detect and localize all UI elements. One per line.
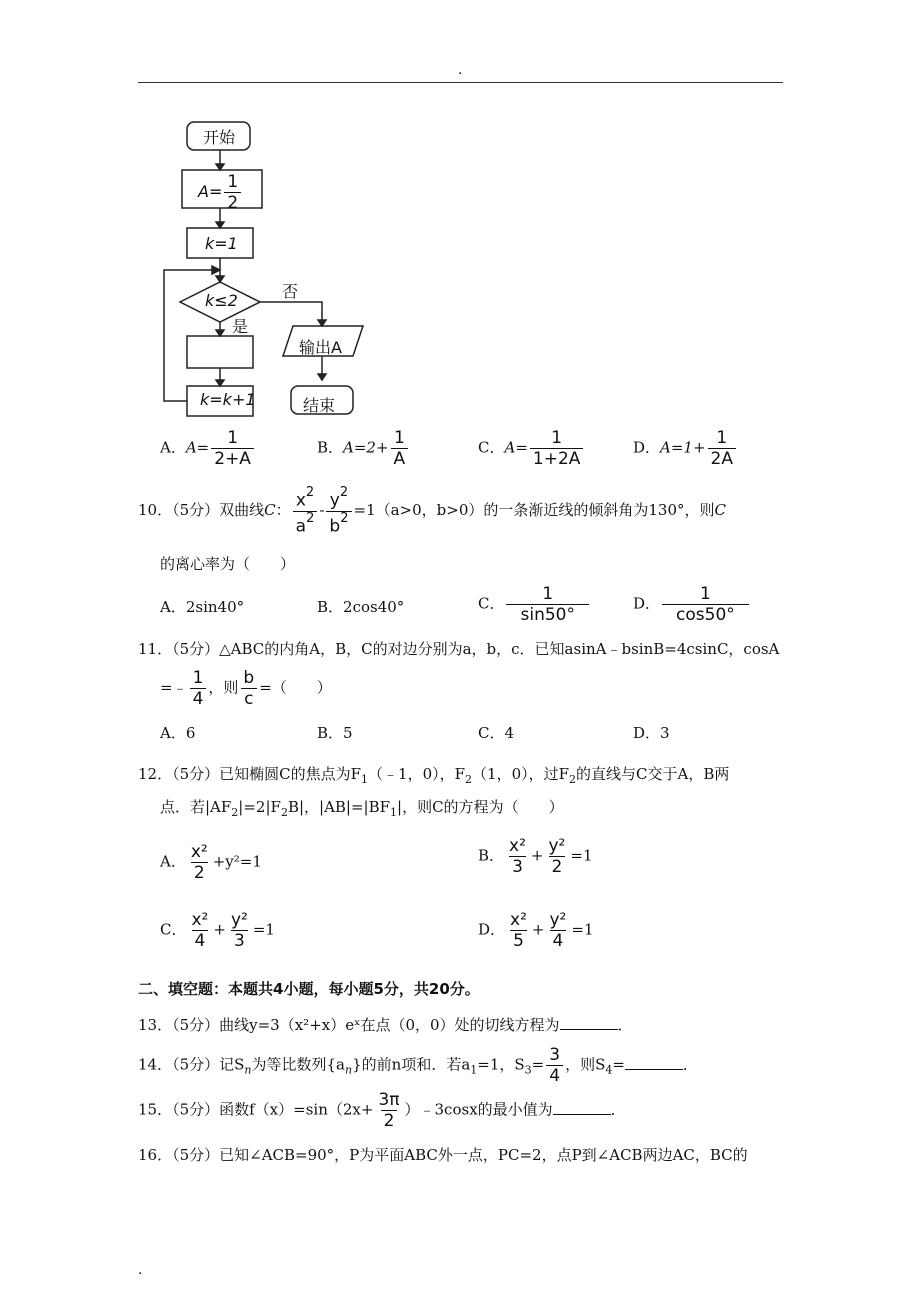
- flow-condition-label: k≤2: [205, 291, 238, 310]
- frac-den: 2: [191, 862, 208, 883]
- q10-y: y: [329, 490, 340, 511]
- plus: +: [531, 920, 545, 939]
- q10-minus: -: [319, 501, 325, 520]
- plus: +: [213, 920, 226, 939]
- q14-mid3: =1，S: [477, 1055, 525, 1074]
- frac-den: 2+A: [211, 448, 254, 469]
- frac-den: 4: [190, 688, 207, 709]
- q14-sub: 4: [605, 1063, 613, 1077]
- q14-end: ．: [682, 1055, 698, 1074]
- flow-init-label: k=1: [205, 234, 238, 253]
- option-lhs: A=2+: [343, 438, 389, 457]
- q11-mid: ，则: [208, 678, 239, 697]
- option-prefix: C．: [478, 438, 505, 457]
- q10-option-b: B．2cos40°: [317, 598, 405, 616]
- option-prefix: D．: [633, 594, 661, 613]
- q15-pre: 15．（5分）函数f（x）=sin（2x+: [138, 1100, 374, 1119]
- frac-num: 1: [699, 584, 711, 604]
- option-tail: =1: [252, 920, 275, 939]
- q10-line2: 的离心率为（ ）: [160, 555, 296, 573]
- frac-num: 1: [192, 668, 204, 688]
- q12-option-a: [160, 842, 262, 883]
- q12-b: （﹣1，0），F: [368, 765, 466, 783]
- option-prefix: B．: [317, 438, 344, 457]
- q9-option-d: [633, 428, 738, 469]
- frac-den: cos50°: [662, 604, 749, 625]
- q14-sub: 3: [524, 1063, 532, 1077]
- frac-num: y²: [548, 836, 566, 856]
- q15-post: ）﹣3cosx的最小值为: [404, 1100, 553, 1119]
- flow-output-label: 输出A: [299, 338, 342, 357]
- q10-option-d: [633, 584, 751, 625]
- option-lhs: A=1+: [660, 438, 706, 457]
- flow-assign-var: A: [198, 182, 209, 201]
- answer-blank[interactable]: [560, 1015, 618, 1030]
- q14-post: =: [612, 1055, 625, 1074]
- q12-c: （1，0），过F: [472, 765, 570, 783]
- option-prefix: D．: [478, 920, 506, 939]
- q10-a: a: [295, 516, 307, 537]
- q12-d: |，则C的方程为（ ）: [397, 798, 564, 816]
- frac-num: 3π: [378, 1090, 400, 1110]
- frac-den: 4: [550, 930, 567, 951]
- q12-b: |=2|F: [238, 798, 281, 816]
- q9-option-a: [160, 428, 256, 469]
- frac-num: y²: [230, 910, 248, 930]
- q14-sub: n: [345, 1063, 353, 1077]
- frac-num: 1: [393, 428, 405, 448]
- flow-blank-box: [187, 336, 253, 368]
- option-prefix: A．: [160, 438, 186, 457]
- q9-option-b: [317, 428, 410, 469]
- footer-dot: .: [138, 1262, 143, 1278]
- frac-num: x²: [190, 842, 208, 862]
- q14-mid1: 为等比数列{a: [251, 1055, 346, 1074]
- q12-sub: 1: [361, 773, 369, 786]
- frac-num: 1: [551, 428, 563, 448]
- frac-den: 2: [381, 1110, 398, 1131]
- frac-den: sin50°: [506, 604, 589, 625]
- frac-num: x²: [510, 910, 527, 930]
- q10-colon: ：: [275, 501, 291, 520]
- answer-blank[interactable]: [625, 1055, 683, 1070]
- q14-mid4: ，则S: [565, 1055, 606, 1074]
- q12-d: 的直线与C交于A，B两: [576, 765, 730, 783]
- q13-text: 13．（5分）曲线y=3（x²+x）eˣ在点（0，0）处的切线方程为: [138, 1016, 560, 1034]
- q11-line1: 11．（5分）△ABC的内角A，B，C的对边分别为a，b，c．已知asinA﹣bsinB=4csinC，cosA: [138, 640, 780, 658]
- option-lhs: A=: [185, 438, 210, 457]
- q14-sub: n: [244, 1063, 252, 1077]
- option-prefix: B．: [478, 846, 505, 865]
- q10-x: x: [295, 490, 306, 511]
- frac-den: c: [241, 688, 256, 709]
- q10-lead: 10．（5分）双曲线: [138, 501, 265, 520]
- header-rule: [138, 82, 783, 83]
- option-tail: +y²=1: [212, 852, 262, 871]
- frac-num: 3: [549, 1045, 561, 1065]
- flow-assign-eq: =: [208, 182, 223, 201]
- flow-assign-label: [198, 172, 243, 213]
- frac-den: 1+2A: [530, 448, 584, 469]
- flow-no-label: 否: [282, 282, 299, 301]
- q10-curve2: C: [714, 501, 726, 520]
- header-dot: .: [458, 62, 463, 78]
- option-tail: =1: [570, 846, 593, 865]
- frac-num: x²: [191, 910, 209, 930]
- option-prefix: A．: [160, 852, 186, 871]
- flow-assign-num: 1: [227, 172, 239, 192]
- frac-num: 1: [227, 428, 239, 448]
- q12-line1: [138, 763, 729, 791]
- frac-den: A: [391, 448, 409, 469]
- q15-end: ．: [610, 1100, 626, 1119]
- section-title: 二、填空题：本题共4小题，每小题5分，共20分。: [138, 980, 480, 998]
- q11-line2: [160, 668, 332, 709]
- plus: +: [530, 846, 544, 865]
- q11-option-b: B．5: [317, 724, 353, 742]
- q15: [138, 1090, 626, 1131]
- q14-eq: =: [531, 1055, 545, 1074]
- q12-sub: 2: [569, 773, 577, 786]
- q11-post: =（ ）: [259, 678, 332, 697]
- q10-line1: [138, 486, 726, 536]
- q11-option-a: A．6: [160, 724, 196, 742]
- frac-den: 4: [546, 1065, 563, 1086]
- q14-mid2: }的前n项和．若a: [352, 1055, 471, 1074]
- flow-end-label: 结束: [303, 396, 336, 415]
- flowchart: [150, 112, 380, 422]
- q11-pre: =﹣: [160, 678, 188, 697]
- q12-a: 点．若|AF: [160, 798, 232, 816]
- flow-increment-label: k=k+1: [200, 390, 256, 409]
- q11-option-d: D．3: [633, 724, 670, 742]
- q16: 16．（5分）已知∠ACB=90°，P为平面ABC外一点，PC=2，点P到∠ACB两边AC，BC的: [138, 1146, 748, 1164]
- frac-den: 3: [509, 856, 526, 877]
- q12-sub: 2: [465, 773, 473, 786]
- q13-end: ．: [617, 1016, 633, 1034]
- q12-option-d: [478, 910, 594, 951]
- option-prefix: C．: [478, 594, 505, 613]
- frac-num: 1: [716, 428, 728, 448]
- option-prefix: D．: [633, 438, 661, 457]
- q10-option-a: A．2sin40°: [160, 598, 245, 616]
- frac-num: b: [243, 668, 255, 688]
- frac-den: 2: [549, 856, 566, 877]
- q12-sub: 2: [231, 806, 239, 819]
- q10-b: b: [329, 516, 341, 537]
- q14: [138, 1045, 698, 1086]
- option-tail: =1: [571, 920, 594, 939]
- frac-den: 3: [231, 930, 248, 951]
- option-lhs: A=: [504, 438, 528, 457]
- q12-sub: 1: [390, 806, 398, 819]
- q10-option-c: [478, 584, 591, 625]
- answer-blank[interactable]: [553, 1100, 611, 1115]
- frac-den: 5: [510, 930, 527, 951]
- q11-option-c: C．4: [478, 724, 515, 742]
- q12-line2: [160, 796, 564, 824]
- frac-num: y²: [549, 910, 567, 930]
- q12-option-c: [160, 910, 275, 951]
- q10-exp: 2: [339, 485, 349, 500]
- frac-den: 2A: [708, 448, 736, 469]
- frac-den: 4: [192, 930, 209, 951]
- q10-exp: 2: [306, 510, 315, 526]
- q10-exp: 2: [340, 510, 349, 526]
- q12-option-b: [478, 836, 593, 877]
- flow-yes-label: 是: [232, 317, 249, 336]
- q12-sub: 2: [280, 806, 288, 819]
- q14-pre: 14．（5分）记S: [138, 1055, 245, 1074]
- frac-num: 1: [542, 584, 554, 604]
- option-prefix: C．: [160, 920, 187, 939]
- q10-exp: 2: [305, 485, 315, 500]
- q10-curve: C: [264, 501, 276, 520]
- flow-assign-den: 2: [224, 192, 241, 213]
- q10-tail: =1（a>0，b>0）的一条渐近线的倾斜角为130°，则: [353, 501, 715, 520]
- frac-num: x²: [509, 836, 526, 856]
- q14-sub: 1: [470, 1063, 478, 1077]
- q12-c: B|，|AB|=|BF: [287, 798, 391, 816]
- q13: [138, 1014, 633, 1036]
- flow-start-label: 开始: [203, 128, 236, 147]
- q9-option-c: [478, 428, 585, 469]
- q12-a: 12．（5分）已知椭圆C的焦点为F: [138, 765, 362, 783]
